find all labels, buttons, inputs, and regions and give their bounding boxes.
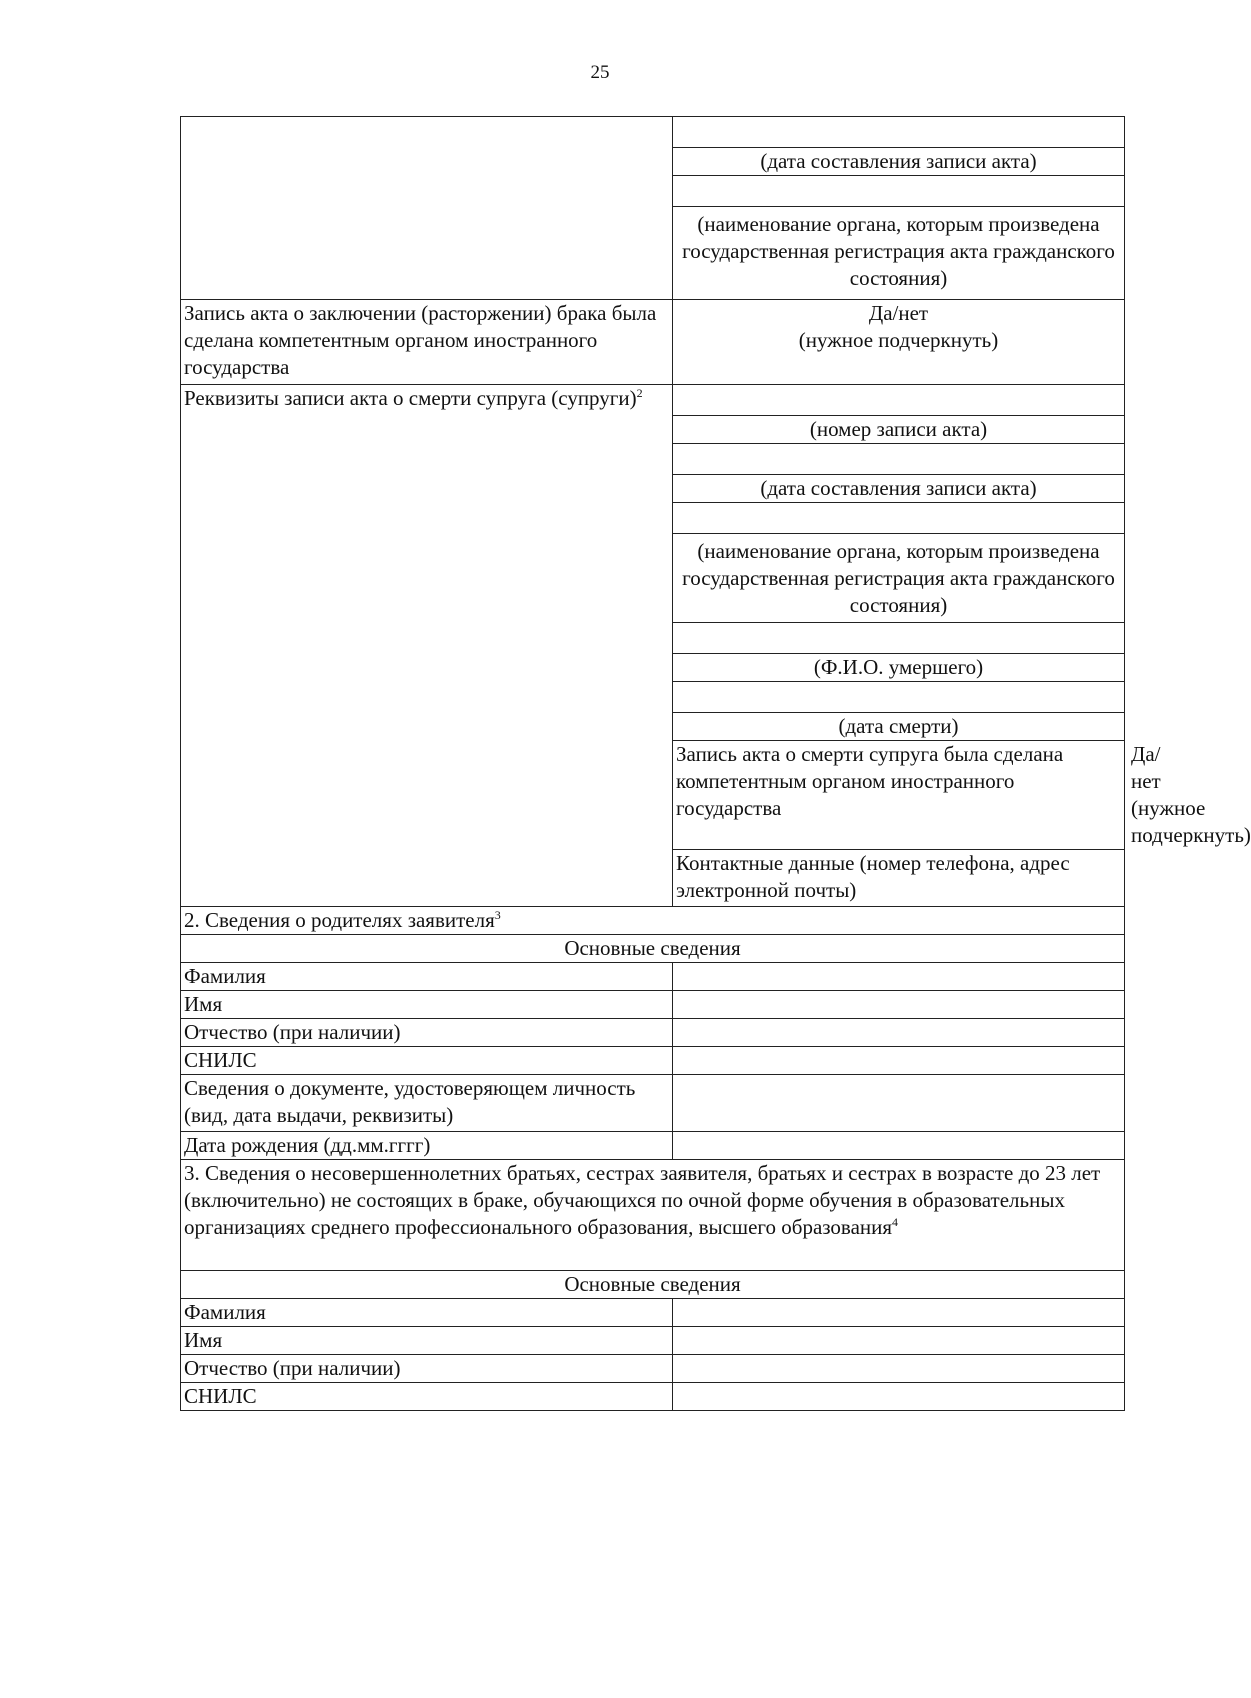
parent-row-label: Дата рождения (дд.мм.гггг) xyxy=(181,1132,673,1160)
parent-row-label: СНИЛС xyxy=(181,1047,673,1075)
application-form xyxy=(180,116,1251,1411)
section3-title-cell xyxy=(181,1160,1125,1271)
footnote-marker: 4 xyxy=(892,1215,899,1229)
foreign-marriage-label: Запись акта о заключении (расторжении) брака была сделана компетентным органом иностранного государства xyxy=(181,300,673,385)
sibling-row-label: Фамилия xyxy=(181,1299,673,1327)
deceased-name-caption: (Ф.И.О. умершего) xyxy=(673,654,1125,682)
record-date-field[interactable] xyxy=(673,444,1125,475)
form-table: (дата составления записи акта) (наименование органа, которым произведена государственная регистрация акта гражданского состояния) Запись акта о заключении (расторжении) брака была сделана компетентным органом иностранного государства Да/нет (нужное подчеркнуть) Реквизиты записи акта о смерти супруга (супруги)$^2$ (номер записи акта) (дата составления записи акта) (наименование органа, которым произведена государственная регистрация акта гражданского состояния) (Ф.И.О. умершего) (дата смерти) Запись акта о смерти супруга была сделана компетентным органом иностранного государства Да/нет (нужное подчеркнуть) Контактные данные (номер телефона, адрес электронной почты) 2. Сведения о родителях заявителя$^3$ Основные сведения Фамилия Имя Отчество (при наличии) СНИЛС Сведения о документе, удостоверяющем личность (вид, дата выдачи, реквизиты) Дата рождения (дд.мм.гггг) 3. Сведения о несовершеннолетних братьях, сестрах заявителя, братьях и сестрах в возрасте до 23 лет (включительно) не состоящих в браке, обучающихся по очной форме обучения в образовательных организациях среднего профессионального образования, высшего образования$^4$ Основные сведения Фамилия Имя Отчество (при наличии) СНИЛС xyxy=(180,116,1125,1411)
sibling-patronymic-field[interactable] xyxy=(673,1355,1125,1383)
section2-title: 2. Сведения о родителях заявителя xyxy=(184,908,495,932)
parent-row-label: Сведения о документе, удостоверяющем личность (вид, дата выдачи, реквизиты) xyxy=(181,1075,673,1132)
record-number-field[interactable] xyxy=(673,385,1125,416)
section3-subheader: Основные сведения xyxy=(181,1271,1125,1299)
section2-subheader: Основные сведения xyxy=(181,935,1125,963)
record-number-caption: (номер записи акта) xyxy=(673,416,1125,444)
parent-row-label: Отчество (при наличии) xyxy=(181,1019,673,1047)
contacts-label: Контактные данные (номер телефона, адрес электронной почты) xyxy=(673,850,1125,907)
authority-field[interactable] xyxy=(673,176,1125,207)
sibling-row-label: Имя xyxy=(181,1327,673,1355)
sibling-row-label: Отчество (при наличии) xyxy=(181,1355,673,1383)
death-date-caption: (дата смерти) xyxy=(673,713,1125,741)
footnote-marker: 3 xyxy=(494,908,501,922)
yes-no-value[interactable]: Да/нет xyxy=(868,301,929,325)
parent-patronymic-field[interactable] xyxy=(673,1019,1125,1047)
death-date-field[interactable] xyxy=(673,682,1125,713)
spouse-death-label: Реквизиты записи акта о смерти супруга (супруги) xyxy=(184,386,637,410)
parent-snils-field[interactable] xyxy=(673,1047,1125,1075)
page-number: 25 xyxy=(590,62,610,83)
parent-id-document-field[interactable] xyxy=(673,1075,1125,1132)
spouse-death-label-cell xyxy=(181,385,673,907)
blank-label-cell xyxy=(181,117,673,300)
authority-caption: (наименование органа, которым произведена государственная регистрация акта гражданского состояния) xyxy=(673,207,1125,300)
parent-birthdate-field[interactable] xyxy=(673,1132,1125,1160)
record-authority-caption: (наименование органа, которым произведена государственная регистрация акта гражданского состояния) xyxy=(673,534,1125,623)
section2-title-cell xyxy=(181,907,1125,935)
parent-name-field[interactable] xyxy=(673,991,1125,1019)
date-field[interactable] xyxy=(673,117,1125,148)
parent-row-label: Имя xyxy=(181,991,673,1019)
sibling-surname-field[interactable] xyxy=(673,1299,1125,1327)
sibling-name-field[interactable] xyxy=(673,1327,1125,1355)
parent-surname-field[interactable] xyxy=(673,963,1125,991)
underline-hint: (нужное подчеркнуть) xyxy=(798,328,999,352)
deceased-name-field[interactable] xyxy=(673,623,1125,654)
record-date-caption: (дата составления записи акта) xyxy=(673,475,1125,503)
sibling-snils-field[interactable] xyxy=(673,1383,1125,1411)
foreign-marriage-choice[interactable] xyxy=(673,300,1125,385)
date-caption: (дата составления записи акта) xyxy=(673,148,1125,176)
record-authority-field[interactable] xyxy=(673,503,1125,534)
section3-title: 3. Сведения о несовершеннолетних братьях, сестрах заявителя, братьях и сестрах в возрасте до 23 лет (включительно) не состоящих в браке, обучающихся по очной форме обучения в образовательных организациях среднего профессионального образования, высшего образования xyxy=(184,1161,1101,1239)
parent-row-label: Фамилия xyxy=(181,963,673,991)
foreign-death-label: Запись акта о смерти супруга была сделана компетентным органом иностранного государства xyxy=(673,741,1125,850)
sibling-row-label: СНИЛС xyxy=(181,1383,673,1411)
footnote-marker: 2 xyxy=(636,386,643,400)
